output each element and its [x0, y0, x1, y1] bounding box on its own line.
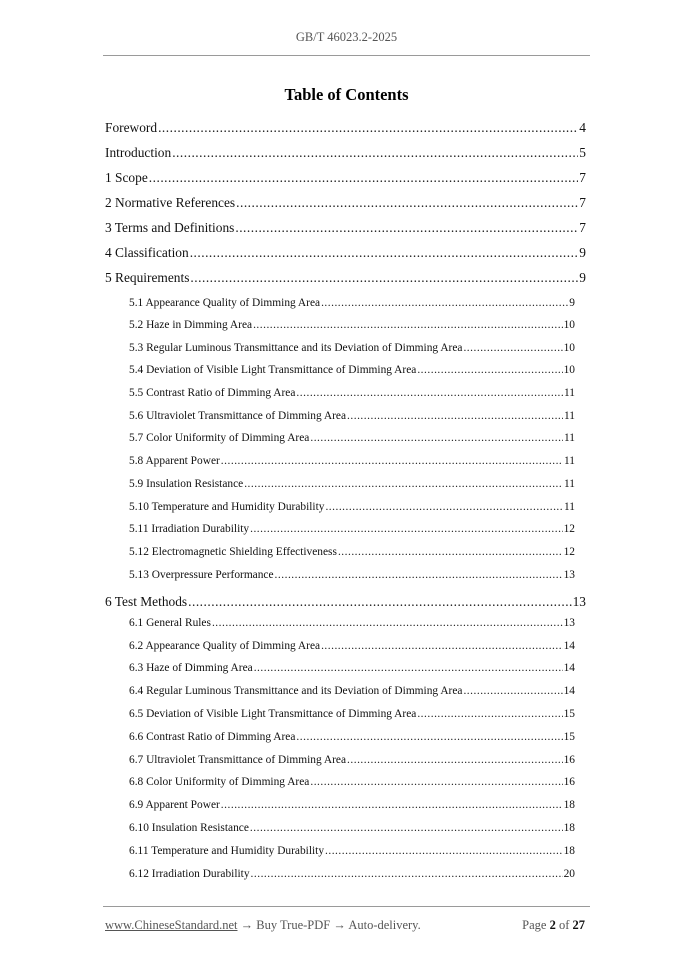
dot-leader: [417, 364, 562, 376]
toc-entry-page-number: 12: [563, 523, 575, 535]
header-divider: [103, 55, 590, 56]
toc-section-entry[interactable]: [105, 270, 586, 286]
toc-entry-label: 5.13 Overpressure Performance: [129, 569, 274, 581]
dot-leader: [235, 220, 578, 236]
dot-leader: [463, 342, 562, 354]
toc-subsection-entry[interactable]: [129, 523, 575, 535]
dot-leader: [347, 410, 563, 422]
toc-entry-label: 6.1 General Rules: [129, 617, 211, 629]
toc-entry-page-number: 9: [579, 245, 586, 260]
toc-subsection-entry[interactable]: [129, 868, 575, 880]
toc-entry-page-number: 11: [564, 501, 575, 513]
toc-entry-label: 6.3 Haze of Dimming Area: [129, 662, 253, 674]
toc-subsection-entry[interactable]: [129, 297, 575, 309]
toc-entry-page-number: 11: [564, 432, 575, 444]
toc-entry-label: 6.8 Color Uniformity of Dimming Area: [129, 776, 310, 788]
dot-leader: [250, 523, 563, 535]
page-number: 2: [549, 918, 556, 932]
toc-entry-label: 6.12 Irradiation Durability: [129, 868, 250, 880]
toc-subsection-entry[interactable]: [129, 569, 575, 581]
toc-entry-label: 5.4 Deviation of Visible Light Transmittance of Dimming Area: [129, 364, 417, 376]
toc-entry-label: 5.1 Appearance Quality of Dimming Area: [129, 297, 321, 309]
dot-leader: [254, 662, 563, 674]
toc-entry-page-number: 5: [579, 145, 586, 160]
footer-divider: [103, 906, 590, 907]
toc-entry-label: 5.12 Electromagnetic Shielding Effectiveness: [129, 546, 337, 558]
dot-leader: [190, 245, 579, 261]
toc-entry-label: 5.3 Regular Luminous Transmittance and its Deviation of Dimming Area: [129, 342, 463, 354]
toc-entry-page-number: 9: [569, 297, 575, 309]
toc-entry-label: 1 Scope: [105, 170, 148, 185]
toc-entry-label: 6.6 Contrast Ratio of Dimming Area: [129, 731, 296, 743]
toc-entry-page-number: 18: [563, 845, 575, 857]
toc-entry-page-number: 15: [563, 708, 575, 720]
toc-entry-label: 5.6 Ultraviolet Transmittance of Dimming Area: [129, 410, 347, 422]
page-total: 27: [572, 918, 585, 932]
page-word: Page: [522, 918, 547, 932]
toc-subsection-entry[interactable]: [129, 319, 575, 331]
toc-subsection-entry[interactable]: [129, 432, 575, 444]
toc-entry-page-number: 13: [563, 569, 575, 581]
toc-entry-label: Introduction: [105, 145, 172, 160]
toc-subsection-entry[interactable]: [129, 410, 575, 422]
page-footer: [105, 918, 585, 933]
dot-leader: [253, 319, 563, 331]
toc-entry-page-number: 12: [563, 546, 575, 558]
toc-subsection-entry[interactable]: [129, 342, 575, 354]
toc-entry-page-number: 11: [564, 410, 575, 422]
toc-section-entry[interactable]: [105, 145, 586, 161]
toc-section-entry[interactable]: [105, 594, 586, 610]
toc-subsection-entry[interactable]: [129, 364, 575, 376]
dot-leader: [321, 297, 568, 309]
of-word: of: [558, 918, 570, 932]
toc-section-entry[interactable]: [105, 195, 586, 211]
dot-leader: [212, 617, 563, 629]
toc-subsection-entry[interactable]: [129, 754, 575, 766]
site-link[interactable]: www.ChineseStandard.net: [105, 918, 238, 932]
toc-entry-page-number: 13: [572, 594, 586, 609]
toc-entry-label: 4 Classification: [105, 245, 189, 260]
toc-entry-label: 5.9 Insulation Resistance: [129, 478, 244, 490]
toc-entry-label: 6.10 Insulation Resistance: [129, 822, 249, 834]
toc-entry-page-number: 10: [563, 364, 575, 376]
toc-entry-label: 6.7 Ultraviolet Transmittance of Dimming Area: [129, 754, 347, 766]
page-title: Table of Contents: [284, 85, 409, 104]
footer-left: [105, 918, 421, 933]
toc-entry-label: 5.7 Color Uniformity of Dimming Area: [129, 432, 310, 444]
toc-section-entry[interactable]: [105, 245, 586, 261]
dot-leader: [338, 546, 563, 558]
toc-section-entry[interactable]: [105, 120, 586, 136]
dot-leader: [321, 640, 563, 652]
dot-leader: [250, 822, 563, 834]
toc-entry-page-number: 14: [563, 662, 575, 674]
toc-entry-page-number: 7: [579, 220, 586, 235]
toc-entry-page-number: 18: [563, 822, 575, 834]
toc-entry-label: 6.2 Appearance Quality of Dimming Area: [129, 640, 321, 652]
toc-entry-label: 6.9 Apparent Power: [129, 799, 220, 811]
toc-entry-page-number: 11: [564, 387, 575, 399]
dot-leader: [310, 776, 562, 788]
dot-leader: [417, 708, 562, 720]
toc-entry-page-number: 14: [563, 640, 575, 652]
arrow-icon: →: [240, 918, 254, 932]
arrow-icon: →: [333, 918, 346, 932]
toc-entry-label: 6.11 Temperature and Humidity Durability: [129, 845, 325, 857]
toc-entry-label: 5 Requirements: [105, 270, 190, 285]
toc-entry-label: Foreword: [105, 120, 158, 135]
dot-leader: [463, 685, 562, 697]
toc-entry-label: 5.11 Irradiation Durability: [129, 523, 250, 535]
toc-entry-page-number: 14: [563, 685, 575, 697]
document-code-header: GB/T 46023.2-2025: [295, 30, 398, 44]
toc-entry-page-number: 16: [563, 754, 575, 766]
toc-entry-page-number: 18: [563, 799, 575, 811]
dot-leader: [149, 170, 579, 186]
page-indicator: [522, 918, 585, 933]
dot-leader: [236, 195, 578, 211]
toc-subsection-entry[interactable]: [129, 708, 575, 720]
toc-subsection-entry[interactable]: [129, 685, 575, 697]
toc-entry-page-number: 7: [579, 195, 586, 210]
dot-leader: [325, 501, 563, 513]
dot-leader: [310, 432, 563, 444]
toc-entry-page-number: 7: [579, 170, 586, 185]
dot-leader: [244, 478, 563, 490]
toc-entry-page-number: 16: [563, 776, 575, 788]
toc-entry-label: 5.8 Apparent Power: [129, 455, 220, 467]
toc-entry-page-number: 15: [563, 731, 575, 743]
toc-entry-page-number: 10: [563, 342, 575, 354]
dot-leader: [172, 145, 578, 161]
toc-entry-label: 3 Terms and Definitions: [105, 220, 235, 235]
toc-entry-label: 6.4 Regular Luminous Transmittance and its Deviation of Dimming Area: [129, 685, 463, 697]
toc-entry-page-number: 11: [564, 455, 575, 467]
dot-leader: [158, 120, 578, 136]
buy-pdf-text: Buy True-PDF: [256, 918, 331, 932]
dot-leader: [325, 845, 563, 857]
toc-entry-page-number: 20: [563, 868, 575, 880]
dot-leader: [296, 731, 562, 743]
toc-subsection-entry[interactable]: [129, 662, 575, 674]
toc-subsection-entry[interactable]: [129, 776, 575, 788]
toc-subsection-entry[interactable]: [129, 387, 575, 399]
toc-subsection-entry[interactable]: [129, 478, 575, 490]
toc-subsection-entry[interactable]: [129, 731, 575, 743]
auto-delivery-text: Auto-delivery.: [348, 918, 421, 932]
dot-leader: [221, 455, 563, 467]
toc-subsection-entry[interactable]: [129, 546, 575, 558]
toc-subsection-entry[interactable]: [129, 617, 575, 629]
toc-entry-label: 5.5 Contrast Ratio of Dimming Area: [129, 387, 296, 399]
toc-entry-page-number: 11: [564, 478, 575, 490]
toc-subsection-entry[interactable]: [129, 822, 575, 834]
dot-leader: [275, 569, 563, 581]
toc-section-entry[interactable]: [105, 170, 586, 186]
dot-leader: [347, 754, 563, 766]
dot-leader: [251, 868, 563, 880]
toc-subsection-entry[interactable]: [129, 501, 575, 513]
toc-section-entry[interactable]: [105, 220, 586, 236]
toc-entry-label: 5.2 Haze in Dimming Area: [129, 319, 253, 331]
toc-subsection-entry[interactable]: [129, 799, 575, 811]
dot-leader: [296, 387, 563, 399]
dot-leader: [190, 270, 578, 286]
toc-entry-page-number: 10: [563, 319, 575, 331]
toc-subsection-entry[interactable]: [129, 455, 575, 467]
toc-entry-label: 5.10 Temperature and Humidity Durability: [129, 501, 325, 513]
toc-subsection-entry[interactable]: [129, 845, 575, 857]
toc-subsection-entry[interactable]: [129, 640, 575, 652]
toc-entry-page-number: 4: [579, 120, 586, 135]
dot-leader: [221, 799, 563, 811]
toc-entry-page-number: 9: [579, 270, 586, 285]
dot-leader: [188, 594, 571, 610]
toc-entry-page-number: 13: [563, 617, 575, 629]
toc-entry-label: 2 Normative References: [105, 195, 236, 210]
toc-entry-label: 6.5 Deviation of Visible Light Transmittance of Dimming Area: [129, 708, 417, 720]
toc-entry-label: 6 Test Methods: [105, 594, 188, 609]
